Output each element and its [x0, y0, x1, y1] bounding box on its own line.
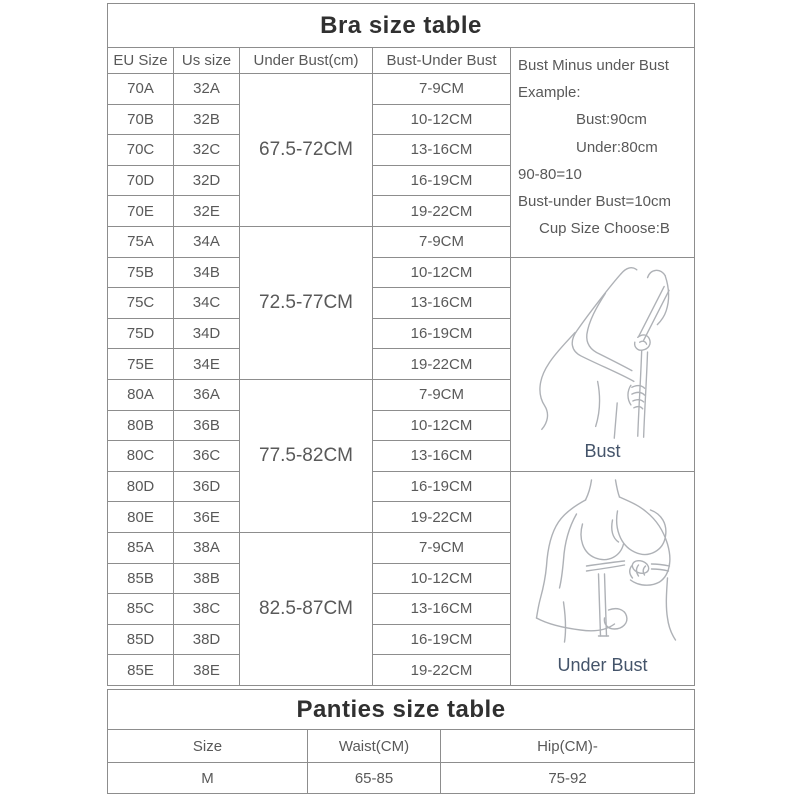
under-bust-range-cell: 67.5-72CM [240, 74, 373, 227]
bust-diff-cell: 16-19CM [373, 624, 511, 655]
us-size-cell: 34B [174, 257, 240, 288]
under-bust-range-cell: 72.5-77CM [240, 226, 373, 379]
table-row [108, 471, 695, 502]
col-header-bust-diff: Bust-Under Bust [373, 48, 511, 74]
under-bust-measure-figure-cell [511, 471, 695, 685]
panties-hip-cell: 75-92 [441, 763, 695, 794]
bust-diff-cell: 16-19CM [373, 318, 511, 349]
bust-diff-cell: 19-22CM [373, 502, 511, 533]
panties-table-title: Panties size table [108, 690, 695, 730]
eu-size-cell: 70A [108, 74, 174, 105]
bust-diff-cell: 13-16CM [373, 288, 511, 319]
eu-size-cell: 85D [108, 624, 174, 655]
table-row [108, 257, 695, 288]
us-size-cell: 34C [174, 288, 240, 319]
us-size-cell: 36A [174, 379, 240, 410]
under-bust-range-cell: 82.5-87CM [240, 532, 373, 685]
bust-diff-cell: 10-12CM [373, 410, 511, 441]
eu-size-cell: 75D [108, 318, 174, 349]
bra-table-header-row [108, 48, 695, 74]
us-size-cell: 34D [174, 318, 240, 349]
eu-size-cell: 85B [108, 563, 174, 594]
us-size-cell: 32A [174, 74, 240, 105]
panties-size-table [107, 689, 695, 794]
eu-size-cell: 85C [108, 594, 174, 625]
bust-diff-cell: 19-22CM [373, 196, 511, 227]
info-line-bust: Bust:90cm [576, 111, 647, 129]
us-size-cell: 36E [174, 502, 240, 533]
bust-diff-cell: 7-9CM [373, 74, 511, 105]
info-header: Bust Minus under Bust [518, 57, 669, 74]
eu-size-cell: 80E [108, 502, 174, 533]
us-size-cell: 36D [174, 471, 240, 502]
bust-diff-cell: 13-16CM [373, 441, 511, 472]
us-size-cell: 38A [174, 532, 240, 563]
eu-size-cell: 75A [108, 226, 174, 257]
bust-diff-cell: 16-19CM [373, 165, 511, 196]
us-size-cell: 34E [174, 349, 240, 380]
eu-size-cell: 80C [108, 441, 174, 472]
panties-table-title-row [108, 690, 695, 730]
us-size-cell: 38C [174, 594, 240, 625]
info-line-example: Example: [518, 84, 581, 102]
us-size-cell: 38E [174, 655, 240, 686]
bust-minus-example-cell [511, 48, 695, 258]
us-size-cell: 36B [174, 410, 240, 441]
us-size-cell: 38B [174, 563, 240, 594]
col-header-us-size: Us size [174, 48, 240, 74]
under-bust-measure-illustration [518, 474, 688, 652]
eu-size-cell: 70C [108, 135, 174, 166]
eu-size-cell: 80B [108, 410, 174, 441]
bust-figure-label: Bust [584, 440, 621, 461]
col-header-hip: Hip(CM)- [441, 730, 695, 763]
bust-diff-cell: 10-12CM [373, 257, 511, 288]
bust-diff-cell: 7-9CM [373, 379, 511, 410]
eu-size-cell: 80D [108, 471, 174, 502]
us-size-cell: 32E [174, 196, 240, 227]
bust-diff-cell: 10-12CM [373, 104, 511, 135]
panties-table-header-row [108, 730, 695, 763]
table-row [108, 763, 695, 794]
eu-size-cell: 80A [108, 379, 174, 410]
us-size-cell: 32D [174, 165, 240, 196]
panties-waist-cell: 65-85 [308, 763, 441, 794]
eu-size-cell: 70E [108, 196, 174, 227]
col-header-size: Size [108, 730, 308, 763]
eu-size-cell: 70D [108, 165, 174, 196]
info-line-under: Under:80cm [576, 138, 658, 156]
bust-diff-cell: 13-16CM [373, 594, 511, 625]
us-size-cell: 32C [174, 135, 240, 166]
bust-diff-cell: 7-9CM [373, 532, 511, 563]
info-line-calc: 90-80=10 [518, 165, 582, 183]
col-header-waist: Waist(CM) [308, 730, 441, 763]
bust-diff-cell: 16-19CM [373, 471, 511, 502]
us-size-cell: 38D [174, 624, 240, 655]
bra-size-table [107, 3, 695, 686]
bust-diff-cell: 13-16CM [373, 135, 511, 166]
bust-diff-cell: 19-22CM [373, 655, 511, 686]
eu-size-cell: 75E [108, 349, 174, 380]
bust-measure-figure-cell [511, 257, 695, 471]
eu-size-cell: 85E [108, 655, 174, 686]
bust-diff-cell: 19-22CM [373, 349, 511, 380]
panties-size-cell: M [108, 763, 308, 794]
eu-size-cell: 75C [108, 288, 174, 319]
eu-size-cell: 75B [108, 257, 174, 288]
eu-size-cell: 70B [108, 104, 174, 135]
us-size-cell: 32B [174, 104, 240, 135]
bra-table-title: Bra size table [108, 4, 695, 48]
bust-measure-illustration [518, 260, 688, 446]
us-size-cell: 34A [174, 226, 240, 257]
col-header-eu-size: EU Size [108, 48, 174, 74]
under-bust-figure-label: Under Bust [557, 654, 648, 675]
info-line-diff: Bust-under Bust=10cm [518, 193, 671, 211]
eu-size-cell: 85A [108, 532, 174, 563]
info-line-cup: Cup Size Choose:B [539, 220, 670, 238]
us-size-cell: 36C [174, 441, 240, 472]
under-bust-range-cell: 77.5-82CM [240, 379, 373, 532]
bust-diff-cell: 10-12CM [373, 563, 511, 594]
bust-diff-cell: 7-9CM [373, 226, 511, 257]
bra-table-title-row [108, 4, 695, 48]
col-header-under-bust: Under Bust(cm) [240, 48, 373, 74]
